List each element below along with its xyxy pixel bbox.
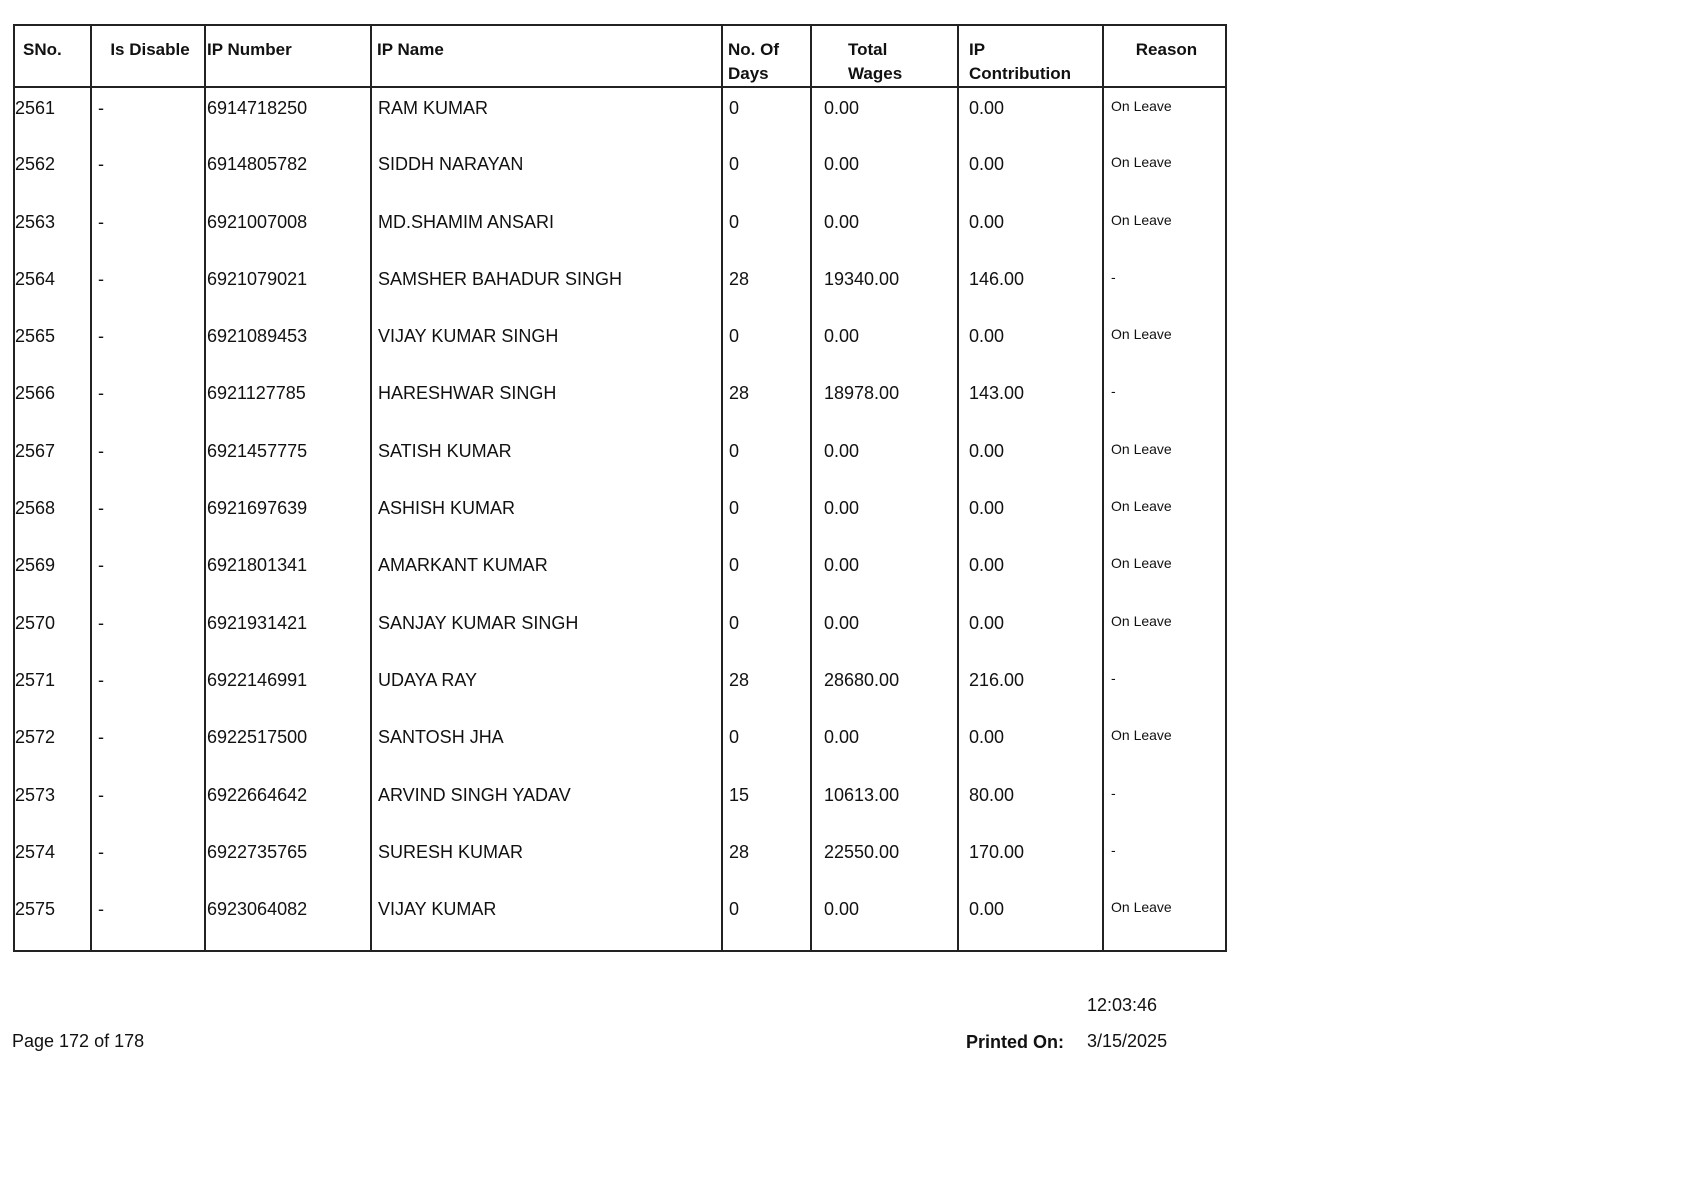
cell-reason: - [1103, 660, 1226, 717]
contribution-table [13, 24, 1227, 952]
cell-reason: On Leave [1103, 603, 1226, 660]
header-total-wages: Total Wages [811, 25, 958, 87]
cell-sno: 2564 [15, 268, 56, 289]
table-row [14, 259, 1226, 316]
cell-is-disable: - [91, 144, 205, 201]
cell-ip-name: HARESHWAR SINGH [371, 373, 722, 430]
cell-ip-number: 6921801341 [205, 545, 371, 602]
cell-ip-number: 6921007008 [205, 202, 371, 259]
cell-total-wages: 18978.00 [811, 373, 958, 430]
cell-ip-number: 6922146991 [205, 660, 371, 717]
cell-ip-name: AMARKANT KUMAR [371, 545, 722, 602]
cell-no-of-days: 0 [722, 717, 811, 774]
cell-is-disable: - [91, 202, 205, 259]
cell-ip-name: SANJAY KUMAR SINGH [371, 603, 722, 660]
cell-total-wages: 22550.00 [811, 832, 958, 889]
table-row [14, 316, 1226, 373]
cell-reason: - [1103, 775, 1226, 832]
cell-no-of-days: 0 [722, 603, 811, 660]
header-ip-contribution: IP Contribution [958, 25, 1103, 87]
header-no-of-days: No. Of Days [722, 25, 811, 87]
cell-ip-name: SATISH KUMAR [371, 431, 722, 488]
table-row [14, 889, 1226, 951]
cell-no-of-days: 28 [722, 373, 811, 430]
cell-sno: 2572 [15, 727, 56, 748]
header-is-disable: Is Disable [91, 25, 205, 87]
cell-ip-number: 6921127785 [205, 373, 371, 430]
cell-ip-contribution: 0.00 [958, 202, 1103, 259]
cell-no-of-days: 28 [722, 832, 811, 889]
cell-reason: On Leave [1103, 488, 1226, 545]
cell-no-of-days: 0 [722, 488, 811, 545]
cell-ip-contribution: 0.00 [958, 144, 1103, 201]
cell-reason: - [1103, 832, 1226, 889]
cell-reason: On Leave [1103, 202, 1226, 259]
header-sno: SNo. [14, 25, 91, 87]
cell-ip-contribution: 0.00 [958, 889, 1103, 951]
cell-ip-name: SIDDH NARAYAN [371, 144, 722, 201]
cell-total-wages: 0.00 [811, 144, 958, 201]
cell-sno: 2570 [15, 612, 56, 633]
cell-sno: 2565 [15, 326, 56, 347]
cell-ip-contribution: 0.00 [958, 87, 1103, 144]
cell-no-of-days: 0 [722, 431, 811, 488]
cell-sno: 2562 [15, 154, 56, 175]
cell-ip-contribution: 0.00 [958, 545, 1103, 602]
table-row [14, 488, 1226, 545]
cell-reason: On Leave [1103, 316, 1226, 373]
cell-ip-name: MD.SHAMIM ANSARI [371, 202, 722, 259]
printed-time: 12:03:46 [1087, 995, 1158, 1015]
cell-ip-contribution: 80.00 [958, 775, 1103, 832]
cell-ip-name: SURESH KUMAR [371, 832, 722, 889]
cell-is-disable: - [91, 488, 205, 545]
cell-no-of-days: 28 [722, 259, 811, 316]
cell-sno: 2575 [15, 899, 56, 920]
table-row [14, 717, 1226, 774]
cell-is-disable: - [91, 431, 205, 488]
cell-ip-name: ARVIND SINGH YADAV [371, 775, 722, 832]
cell-ip-contribution: 146.00 [958, 259, 1103, 316]
cell-no-of-days: 0 [722, 316, 811, 373]
table-row [14, 832, 1226, 889]
cell-reason: On Leave [1103, 87, 1226, 144]
cell-sno: 2566 [15, 383, 56, 404]
cell-ip-number: 6914805782 [205, 144, 371, 201]
cell-ip-number: 6921457775 [205, 431, 371, 488]
cell-ip-number: 6922664642 [205, 775, 371, 832]
cell-total-wages: 0.00 [811, 202, 958, 259]
cell-is-disable: - [91, 87, 205, 144]
cell-is-disable: - [91, 660, 205, 717]
table-row [14, 660, 1226, 717]
cell-total-wages: 0.00 [811, 603, 958, 660]
cell-ip-contribution: 0.00 [958, 431, 1103, 488]
cell-reason: - [1103, 373, 1226, 430]
cell-reason: On Leave [1103, 144, 1226, 201]
cell-reason: On Leave [1103, 889, 1226, 951]
cell-ip-number: 6922517500 [205, 717, 371, 774]
cell-ip-contribution: 170.00 [958, 832, 1103, 889]
cell-no-of-days: 0 [722, 202, 811, 259]
header-reason: Reason [1103, 25, 1226, 87]
cell-total-wages: 0.00 [811, 431, 958, 488]
cell-ip-name: VIJAY KUMAR SINGH [371, 316, 722, 373]
cell-sno: 2569 [15, 555, 56, 576]
cell-reason: On Leave [1103, 431, 1226, 488]
cell-is-disable: - [91, 316, 205, 373]
cell-total-wages: 0.00 [811, 87, 958, 144]
printed-on-label: Printed On: [966, 1032, 1064, 1052]
cell-total-wages: 0.00 [811, 889, 958, 951]
cell-is-disable: - [91, 545, 205, 602]
cell-ip-number: 6914718250 [205, 87, 371, 144]
table-row [14, 775, 1226, 832]
cell-total-wages: 0.00 [811, 717, 958, 774]
cell-ip-name: SAMSHER BAHADUR SINGH [371, 259, 722, 316]
table-body [14, 87, 1226, 951]
cell-ip-number: 6922735765 [205, 832, 371, 889]
header-ip-number: IP Number [205, 25, 371, 87]
cell-reason: - [1103, 259, 1226, 316]
cell-ip-contribution: 0.00 [958, 488, 1103, 545]
cell-reason: On Leave [1103, 717, 1226, 774]
cell-is-disable: - [91, 832, 205, 889]
cell-is-disable: - [91, 775, 205, 832]
cell-ip-number: 6921697639 [205, 488, 371, 545]
cell-sno: 2573 [15, 784, 56, 805]
table-row [14, 202, 1226, 259]
cell-no-of-days: 0 [722, 144, 811, 201]
table-row [14, 373, 1226, 430]
cell-ip-number: 6921931421 [205, 603, 371, 660]
cell-ip-name: RAM KUMAR [371, 87, 722, 144]
table-row [14, 603, 1226, 660]
cell-ip-name: UDAYA RAY [371, 660, 722, 717]
cell-sno: 2571 [15, 669, 56, 690]
cell-ip-contribution: 143.00 [958, 373, 1103, 430]
cell-total-wages: 0.00 [811, 488, 958, 545]
cell-no-of-days: 0 [722, 87, 811, 144]
table-row [14, 87, 1226, 144]
page-info: Page 172 of 178 [12, 1031, 145, 1051]
cell-sno: 2574 [15, 841, 56, 862]
cell-is-disable: - [91, 889, 205, 951]
cell-total-wages: 0.00 [811, 316, 958, 373]
cell-ip-name: ASHISH KUMAR [371, 488, 722, 545]
cell-ip-number: 6921079021 [205, 259, 371, 316]
cell-total-wages: 19340.00 [811, 259, 958, 316]
cell-sno: 2561 [15, 98, 56, 118]
cell-ip-number: 6923064082 [205, 889, 371, 951]
cell-is-disable: - [91, 717, 205, 774]
table-row [14, 431, 1226, 488]
cell-reason: On Leave [1103, 545, 1226, 602]
table-header-row [14, 25, 1226, 87]
cell-ip-contribution: 216.00 [958, 660, 1103, 717]
cell-ip-number: 6921089453 [205, 316, 371, 373]
cell-sno: 2568 [15, 498, 56, 519]
cell-is-disable: - [91, 603, 205, 660]
cell-total-wages: 0.00 [811, 545, 958, 602]
cell-ip-contribution: 0.00 [958, 316, 1103, 373]
cell-sno: 2563 [15, 211, 56, 232]
table-row [14, 144, 1226, 201]
cell-no-of-days: 0 [722, 889, 811, 951]
cell-ip-name: VIJAY KUMAR [371, 889, 722, 951]
cell-no-of-days: 28 [722, 660, 811, 717]
printed-date: 3/15/2025 [1087, 1031, 1168, 1051]
table-row [14, 545, 1226, 602]
cell-is-disable: - [91, 373, 205, 430]
cell-total-wages: 28680.00 [811, 660, 958, 717]
cell-ip-name: SANTOSH JHA [371, 717, 722, 774]
header-ip-name: IP Name [371, 25, 722, 87]
cell-sno: 2567 [15, 440, 56, 461]
cell-ip-contribution: 0.00 [958, 603, 1103, 660]
cell-no-of-days: 0 [722, 545, 811, 602]
cell-no-of-days: 15 [722, 775, 811, 832]
cell-is-disable: - [91, 259, 205, 316]
cell-total-wages: 10613.00 [811, 775, 958, 832]
cell-ip-contribution: 0.00 [958, 717, 1103, 774]
